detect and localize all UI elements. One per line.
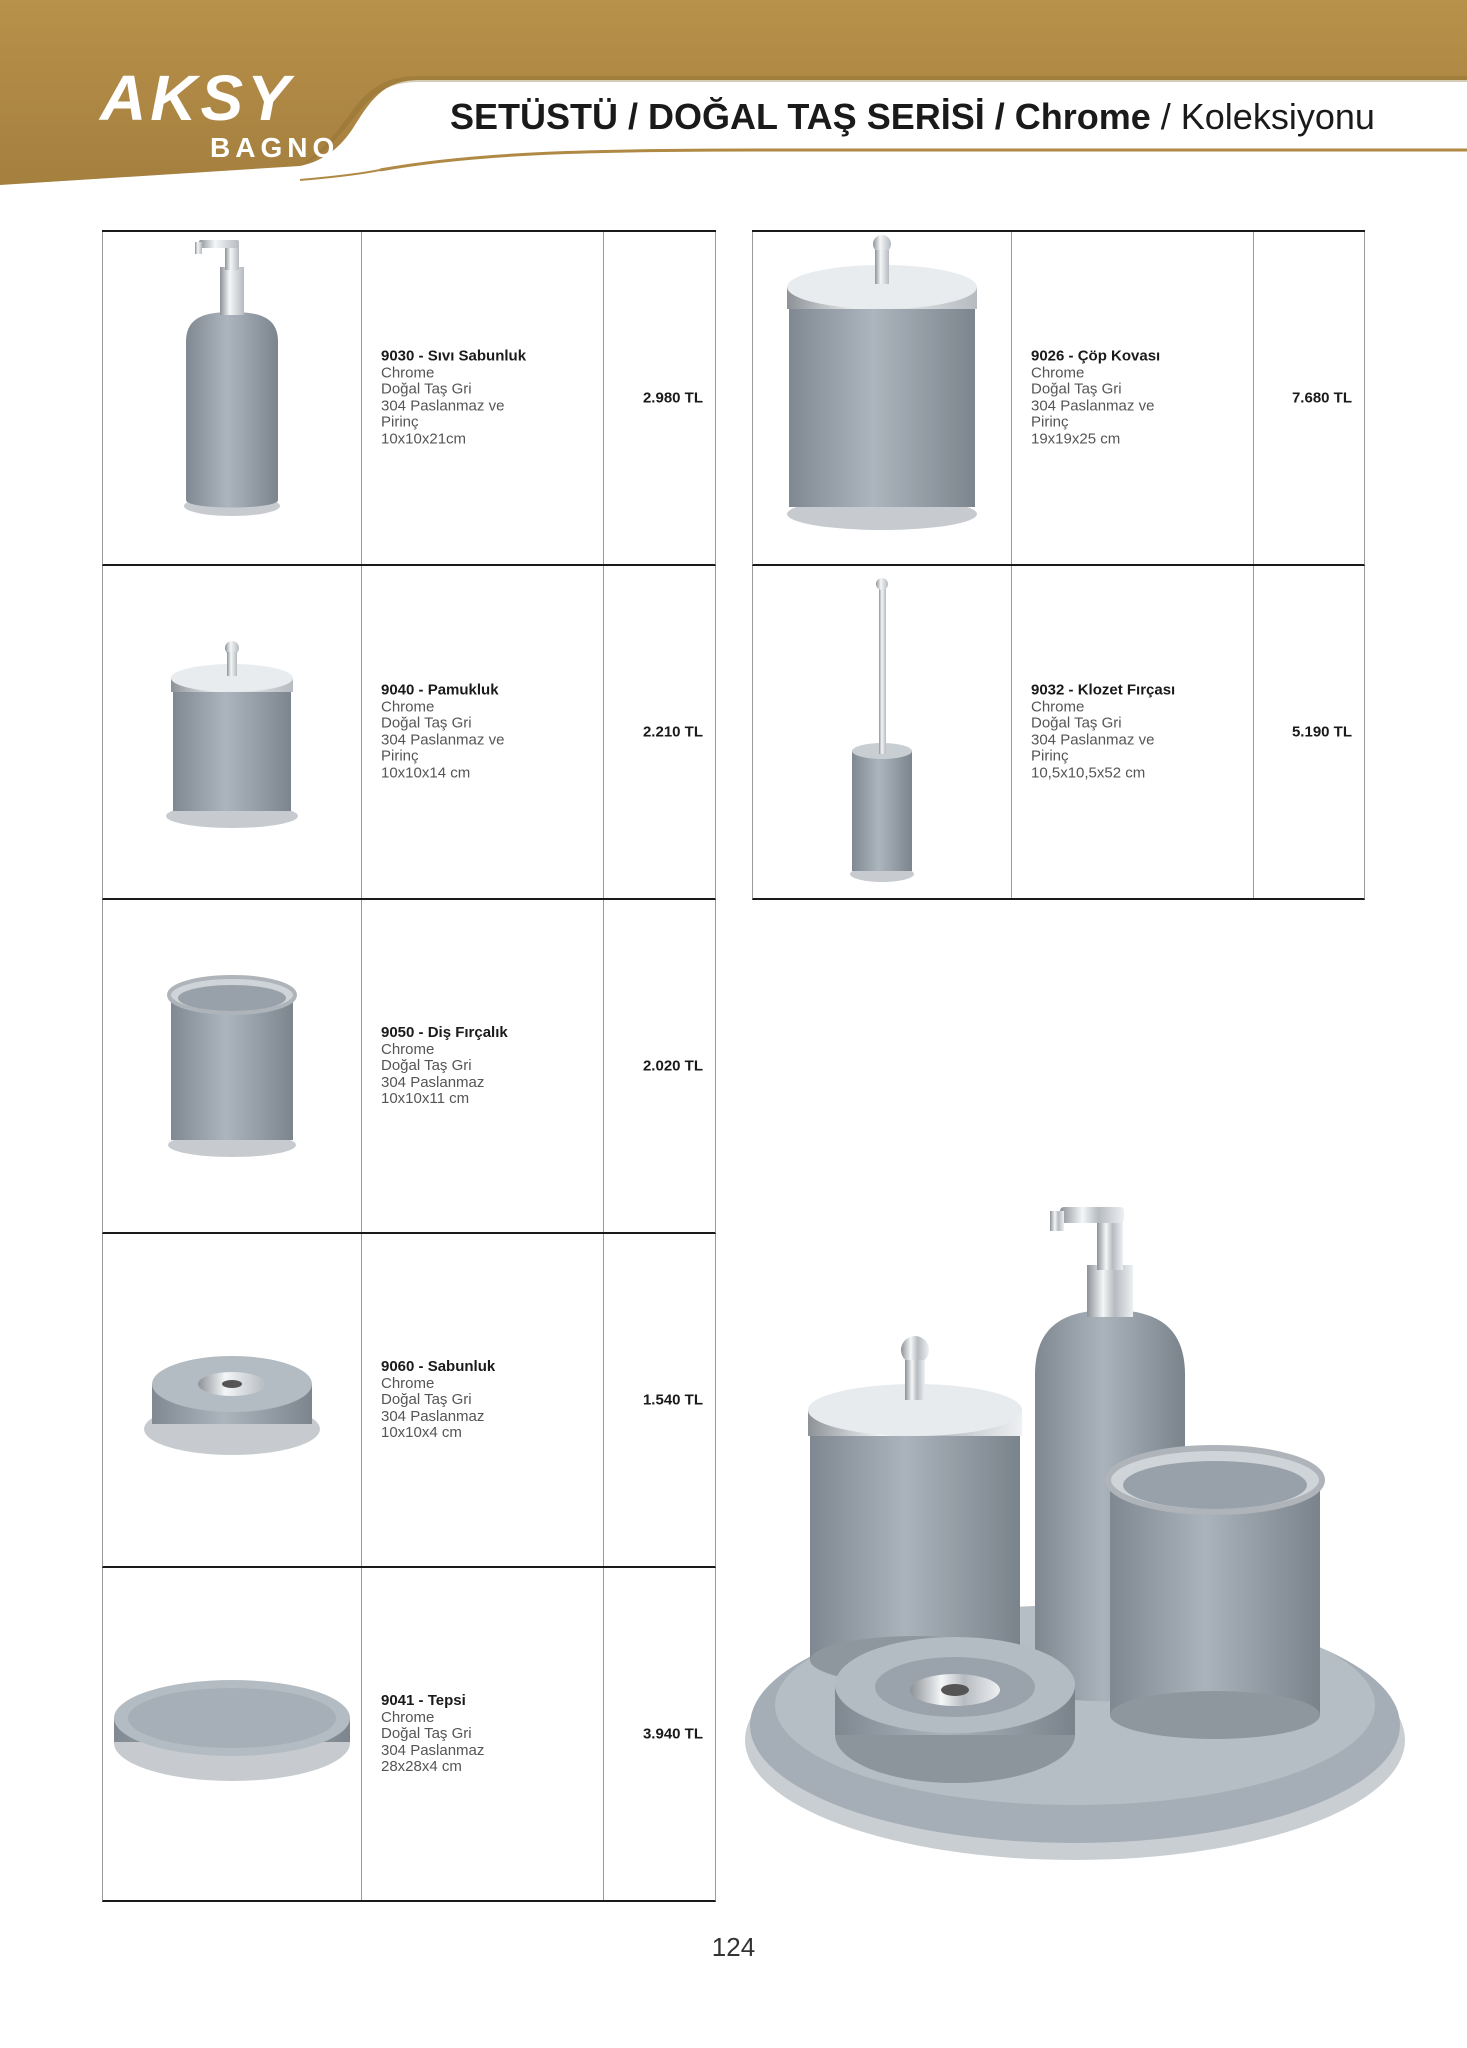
product-spec-line: Chrome (1031, 698, 1085, 715)
product-spec-line: 19x19x25 cm (1031, 430, 1121, 447)
product-name: 9050 - Diş Fırçalık (381, 1023, 508, 1041)
product-name: 9060 - Sabunluk (381, 1357, 496, 1375)
product-spec-line: Chrome (381, 364, 435, 381)
product-spec-line: Chrome (381, 1708, 435, 1726)
product-price: 3.940 TL (642, 1725, 703, 1743)
product-spec-line: Chrome (1031, 364, 1085, 381)
brand-sub: BAGNO (210, 132, 340, 163)
cotton-jar-image (103, 566, 362, 898)
price-cell (1253, 232, 1364, 564)
price-cell (1253, 566, 1364, 898)
product-description (361, 232, 604, 564)
product-row (102, 566, 716, 900)
tray-image (103, 1568, 362, 1900)
product-price: 2.020 TL (642, 1057, 703, 1075)
left-product-table (102, 230, 716, 1902)
product-description (1011, 232, 1254, 564)
product-spec-line: 304 Paslanmaz (381, 1741, 485, 1759)
product-row (102, 900, 716, 1234)
product-spec-line: 10x10x11 cm (381, 1089, 470, 1107)
product-spec-line: Chrome (381, 1374, 435, 1392)
product-price: 1.540 TL (642, 1391, 703, 1409)
price-cell (603, 1568, 715, 1900)
product-spec-line: Doğal Taş Gri (381, 714, 472, 732)
toothbrush-holder-image (103, 900, 362, 1232)
price-cell (603, 1234, 715, 1566)
product-description (361, 1234, 604, 1566)
product-spec-line: 304 Paslanmaz ve (381, 397, 505, 414)
right-product-table (752, 230, 1365, 900)
price-cell (603, 566, 715, 898)
brand-logo (100, 62, 345, 166)
product-description (361, 566, 604, 898)
product-spec-line: 304 Paslanmaz ve (1031, 397, 1155, 414)
product-description (1011, 566, 1254, 898)
product-spec-line: Doğal Taş Gri (381, 1390, 472, 1408)
product-row (102, 232, 716, 566)
product-spec-line: Chrome (381, 698, 435, 715)
title-main: SETÜSTÜ / DOĞAL TAŞ SERİSİ / Chrome (450, 96, 1151, 137)
product-spec-line: 10x10x14 cm (381, 764, 471, 781)
product-spec-line: Pirinç (381, 747, 419, 765)
price-cell (603, 232, 715, 564)
product-spec-line: Doğal Taş Gri (381, 380, 472, 398)
product-name: 9032 - Klozet Fırçası (1031, 681, 1176, 699)
product-spec-line: Chrome (381, 1040, 435, 1058)
brand-name: AKSY (100, 62, 294, 134)
product-price: 5.190 TL (1291, 723, 1352, 741)
product-price: 7.680 TL (1291, 389, 1352, 407)
bathroom-set-image (725, 1185, 1405, 1905)
product-description (361, 900, 604, 1232)
product-spec-line: 304 Paslanmaz ve (1031, 731, 1155, 748)
soap-dispenser-image (103, 232, 362, 564)
page-number: 124 (711, 1932, 756, 1962)
product-name: 9026 - Çöp Kovası (1031, 347, 1161, 365)
price-cell (603, 900, 715, 1232)
product-spec-line: 10x10x21cm (381, 430, 467, 447)
product-spec-line: 28x28x4 cm (381, 1757, 462, 1775)
product-row (102, 1568, 716, 1902)
product-spec-line: 304 Paslanmaz (381, 1073, 485, 1091)
product-spec-line: 10,5x10,5x52 cm (1031, 764, 1146, 781)
product-name: 9040 - Pamukluk (381, 681, 499, 699)
toilet-brush-image (753, 566, 1012, 898)
waste-bin-image (753, 232, 1012, 564)
product-name: 9030 - Sıvı Sabunluk (381, 347, 527, 365)
product-spec-line: Pirinç (381, 413, 419, 431)
product-spec-line: 10x10x4 cm (381, 1423, 462, 1441)
title-collection: / Koleksiyonu (1150, 96, 1375, 137)
product-row (752, 232, 1365, 566)
product-spec-line: Doğal Taş Gri (1031, 714, 1122, 732)
product-price: 2.980 TL (642, 389, 703, 407)
product-name: 9041 - Tepsi (381, 1691, 466, 1709)
soap-dish-image (103, 1234, 362, 1566)
product-spec-line: 304 Paslanmaz (381, 1407, 485, 1425)
product-row (102, 1234, 716, 1568)
product-description (361, 1568, 604, 1900)
product-row (752, 566, 1365, 900)
product-spec-line: 304 Paslanmaz ve (381, 731, 505, 748)
page-header (0, 0, 1467, 200)
product-spec-line: Doğal Taş Gri (1031, 380, 1122, 398)
product-price: 2.210 TL (642, 723, 703, 741)
product-spec-line: Doğal Taş Gri (381, 1724, 472, 1742)
product-spec-line: Pirinç (1031, 413, 1069, 431)
product-spec-line: Doğal Taş Gri (381, 1056, 472, 1074)
page-title (450, 95, 1375, 139)
product-spec-line: Pirinç (1031, 747, 1069, 765)
